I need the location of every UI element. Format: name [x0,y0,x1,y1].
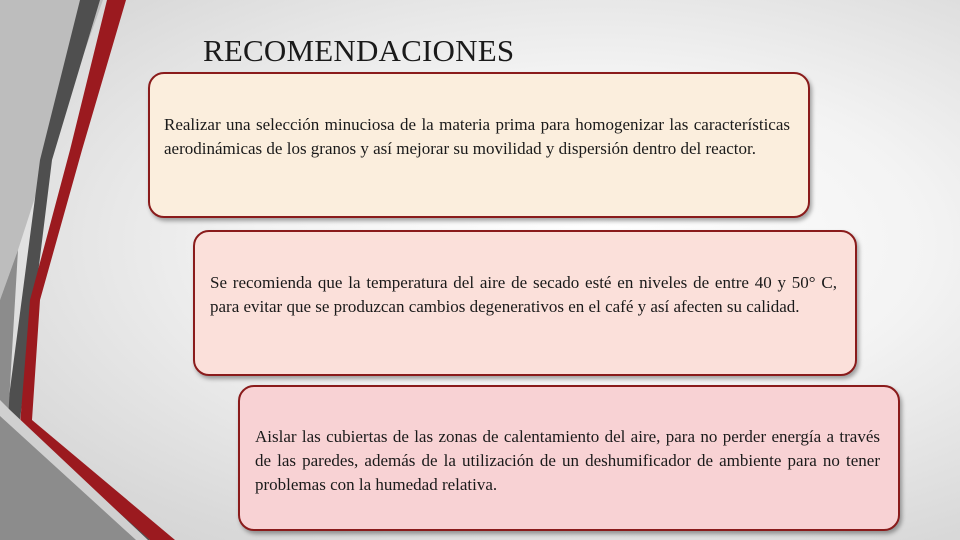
recommendation-box-2 [193,230,857,376]
recommendation-text-1: Realizar una selección minuciosa de la materia prima para homogenizar las características aerodinámicas de los granos y así mejorar su movilidad y dispersión dentro del reactor. [164,115,790,158]
recommendation-box-1 [148,72,810,218]
recommendation-text-2: Se recomienda que la temperatura del aire de secado esté en niveles de entre 40 y 50° C, para evitar que se produzcan cambios degenerativos en el café y así afecten su calidad. [210,273,837,316]
page-title: RECOMENDACIONES [203,33,515,68]
recommendation-box-3 [238,385,900,531]
recommendation-text-3: Aislar las cubiertas de las zonas de calentamiento del aire, para no perder energía a través de las paredes, además de la utilización de un deshumificador de ambiente para no tener problemas con la humedad relativa. [255,427,880,494]
